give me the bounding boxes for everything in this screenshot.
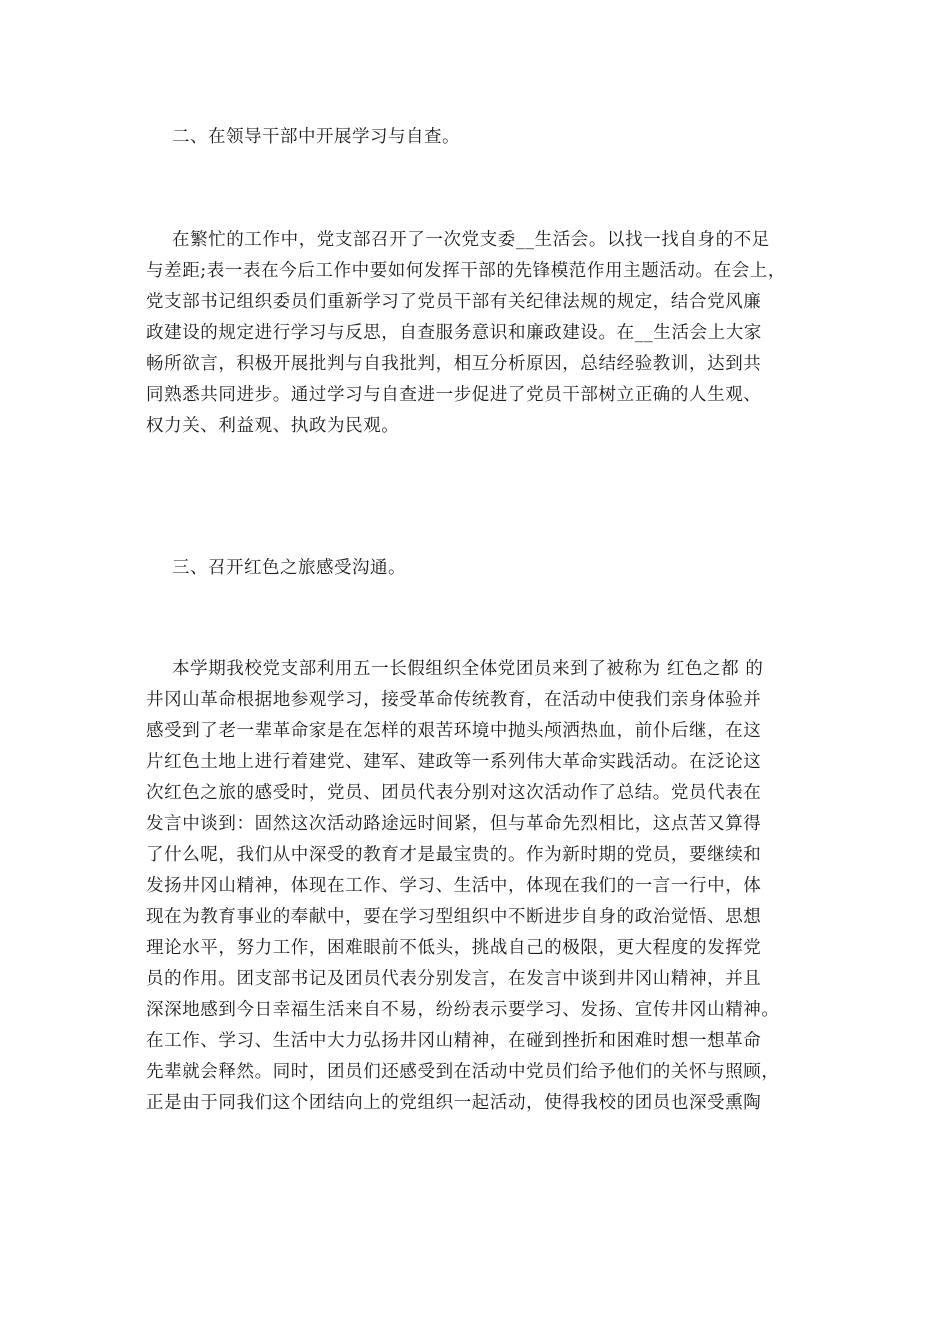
paragraph-line: 党支部书记组织委员们重新学习了党员干部有关纪律法规的规定，结合党风廉 [146, 292, 762, 312]
paragraph-line: 同熟悉共同进步。通过学习与自查进一步促进了党员干部树立正确的人生观、 [146, 385, 762, 405]
paragraph-line: 深深地感到今日幸福生活来自不易，纷纷表示要学习、发扬、宣传井冈山精神。 [146, 1000, 780, 1020]
paragraph-line: 在工作、学习、生活中大力弘扬井冈山精神，在碰到挫折和困难时想一想革命 [146, 1031, 762, 1051]
paragraph-line: 次红色之旅的感受时，党员、团员代表分别对这次活动作了总结。党员代表在 [146, 783, 762, 803]
paragraph-line: 先辈就会释然。同时，团员们还感受到在活动中党员们给予他们的关怀与照顾， [146, 1062, 780, 1082]
paragraph-line: 发言中谈到：固然这次活动路途远时间紧，但与革命先烈相比，这点苦又算得 [146, 814, 762, 834]
paragraph-line: 感受到了老一辈革命家是在怎样的艰苦环境中抛头颅洒热血，前仆后继，在这 [146, 721, 762, 741]
section-heading-2: 二、在领导干部中开展学习与自查。 [172, 127, 460, 147]
paragraph-line: 权力关、利益观、执政为民观。 [146, 416, 400, 436]
paragraph-line: 在繁忙的工作中，党支部召开了一次党支委__生活会。以找一找自身的不足 [172, 230, 770, 250]
paragraph-line: 发扬井冈山精神，体现在工作、学习、生活中，体现在我们的一言一行中，体 [146, 876, 762, 896]
paragraph-line: 正是由于同我们这个团结向上的党组织一起活动，使得我校的团员也深受熏陶 [146, 1093, 762, 1113]
paragraph-line: 井冈山革命根据地参观学习，接受革命传统教育，在活动中使我们亲身体验并 [146, 690, 762, 710]
section-3-paragraph [146, 654, 816, 1119]
paragraph-line: 员的作用。团支部书记及团员代表分别发言，在发言中谈到井冈山精神，并且 [146, 969, 762, 989]
paragraph-line: 理论水平，努力工作，困难眼前不低头，挑战自己的极限，更大程度的发挥党 [146, 938, 762, 958]
paragraph-line: 现在为教育事业的奉献中，要在学习型组织中不断进步自身的政治觉悟、思想 [146, 907, 762, 927]
paragraph-line: 畅所欲言，积极开展批判与自我批判，相互分析原因，总结经验教训，达到共 [146, 354, 762, 374]
paragraph-line: 本学期我校党支部利用五一长假组织全体党团员来到了被称为 红色之都 的 [172, 659, 764, 679]
paragraph-line: 与差距;表一表在今后工作中要如何发挥干部的先锋模范作用主题活动。在会上， [146, 261, 786, 281]
section-2-paragraph [146, 225, 816, 442]
paragraph-line: 片红色土地上进行着建党、建军、建政等一系列伟大革命实践活动。在泛论这 [146, 752, 762, 772]
paragraph-line: 了什么呢，我们从中深受的教育才是最宝贵的。作为新时期的党员，要继续和 [146, 845, 762, 865]
section-heading-3: 三、召开红色之旅感受沟通。 [172, 558, 406, 578]
paragraph-line: 政建设的规定进行学习与反思，自查服务意识和廉政建设。在__生活会上大家 [146, 323, 762, 343]
